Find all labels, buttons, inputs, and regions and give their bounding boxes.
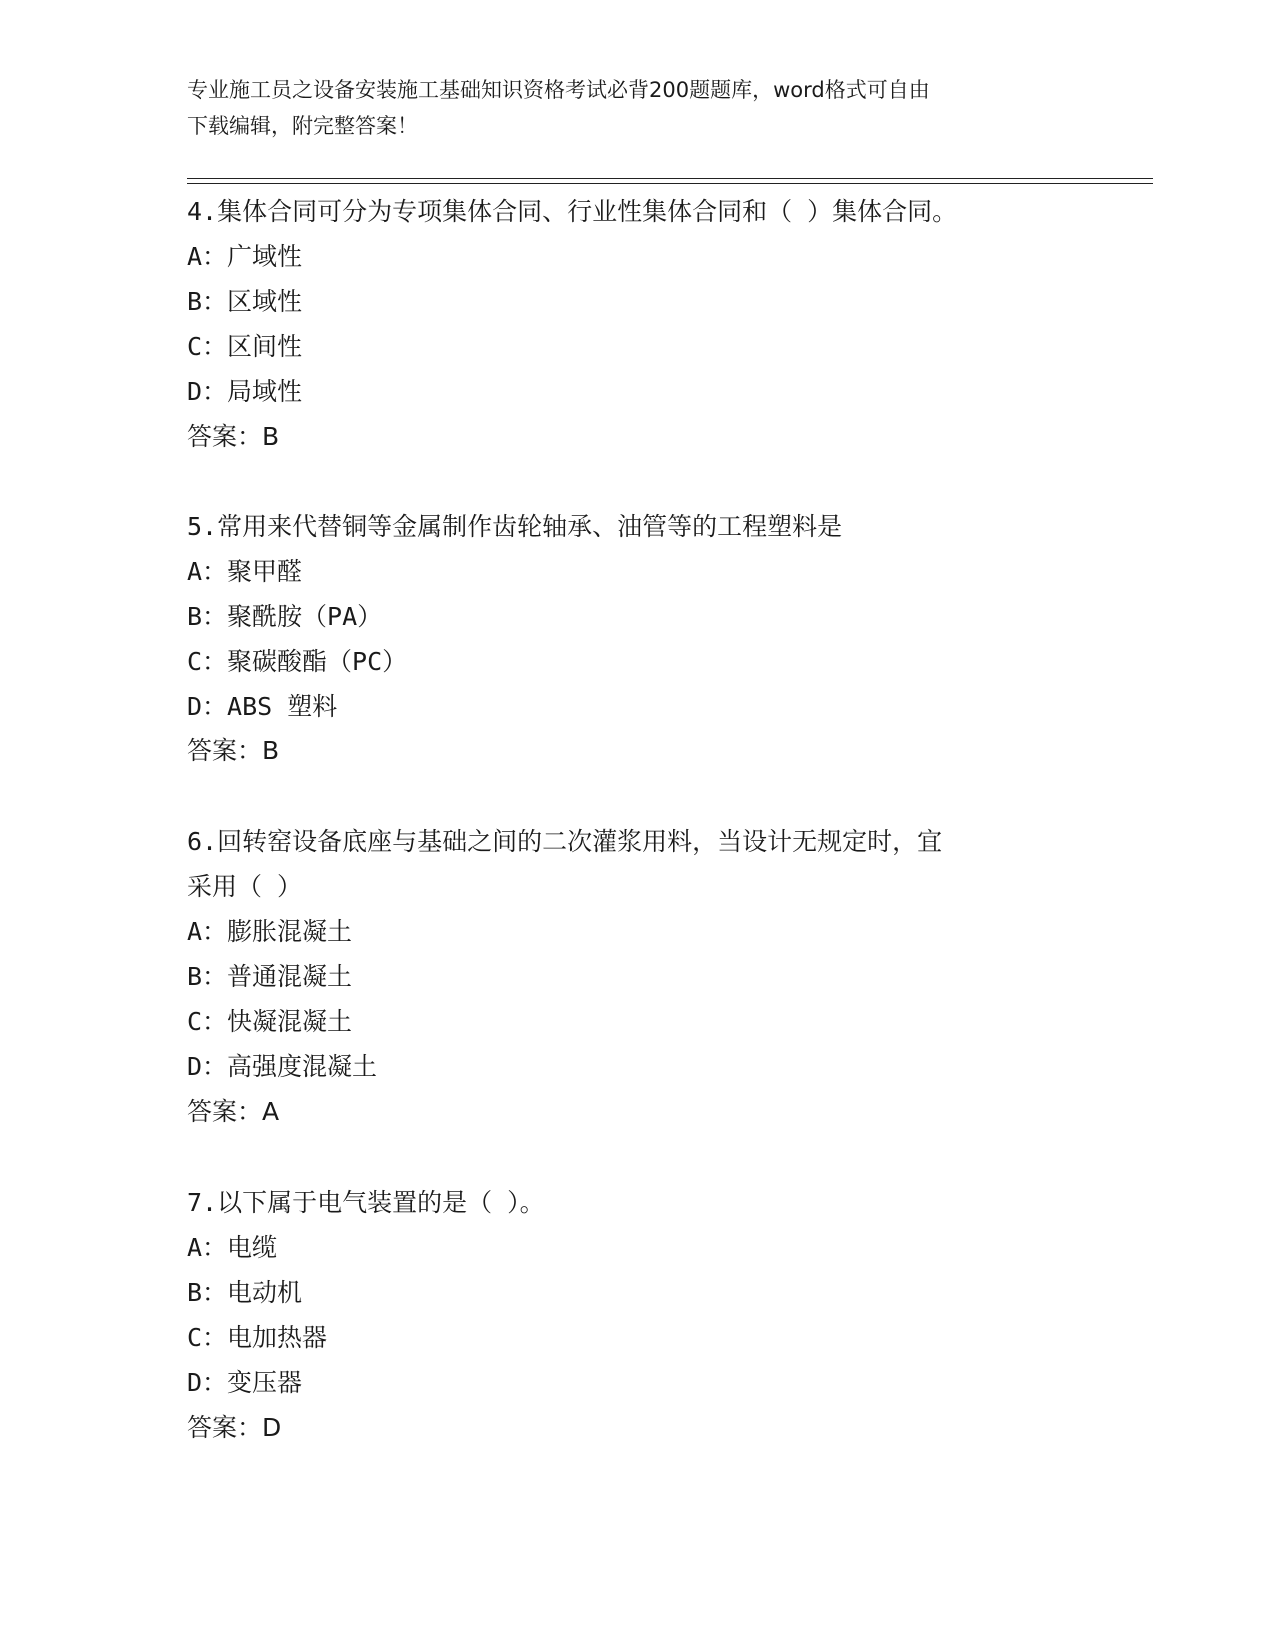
question-4-option-b: B：区域性 — [187, 287, 303, 316]
question-6-option-b: B：普通混凝土 — [187, 962, 353, 991]
question-7-answer: 答案：D — [187, 1413, 282, 1442]
header-divider-bottom — [187, 183, 1153, 184]
question-4-answer: 答案：B — [187, 422, 280, 451]
question-4-stem: 4.集体合同可分为专项集体合同、行业性集体合同和（ ）集体合同。 — [187, 197, 958, 226]
question-6-option-c: C：快凝混凝土 — [187, 1007, 353, 1036]
question-6-option-d: D：高强度混凝土 — [187, 1052, 378, 1081]
header-line-2: 下载编辑，附完整答案！ — [187, 114, 418, 138]
question-6-stem-continued: 采用（ ） — [187, 872, 303, 901]
question-7-option-b: B：电动机 — [187, 1278, 303, 1307]
question-6-answer: 答案：A — [187, 1097, 280, 1126]
question-4-option-c: C：区间性 — [187, 332, 303, 361]
question-5-stem: 5.常用来代替铜等金属制作齿轮轴承、油管等的工程塑料是 — [187, 512, 843, 541]
document-header — [187, 72, 1067, 144]
question-6-stem: 6.回转窑设备底座与基础之间的二次灌浆用料，当设计无规定时，宜 — [187, 827, 943, 856]
question-7-option-d: D：变压器 — [187, 1368, 303, 1397]
question-5-option-b: B：聚酰胺（PA） — [187, 602, 383, 631]
question-6-option-a: A：膨胀混凝土 — [187, 917, 353, 946]
question-5-option-d: D：ABS 塑料 — [187, 692, 338, 721]
question-7-option-a: A：电缆 — [187, 1233, 278, 1262]
header-divider-top — [187, 178, 1153, 179]
question-5-answer: 答案：B — [187, 736, 280, 765]
question-7-stem: 7.以下属于电气装置的是（ ）。 — [187, 1188, 545, 1217]
question-5-option-a: A：聚甲醛 — [187, 557, 303, 586]
question-5-option-c: C：聚碳酸酯（PC） — [187, 647, 408, 676]
question-4-option-a: A：广域性 — [187, 242, 303, 271]
question-4-option-d: D：局域性 — [187, 377, 303, 406]
question-7-option-c: C：电加热器 — [187, 1323, 328, 1352]
header-line-1: 专业施工员之设备安装施工基础知识资格考试必背200题题库，word格式可自由 — [187, 78, 930, 102]
